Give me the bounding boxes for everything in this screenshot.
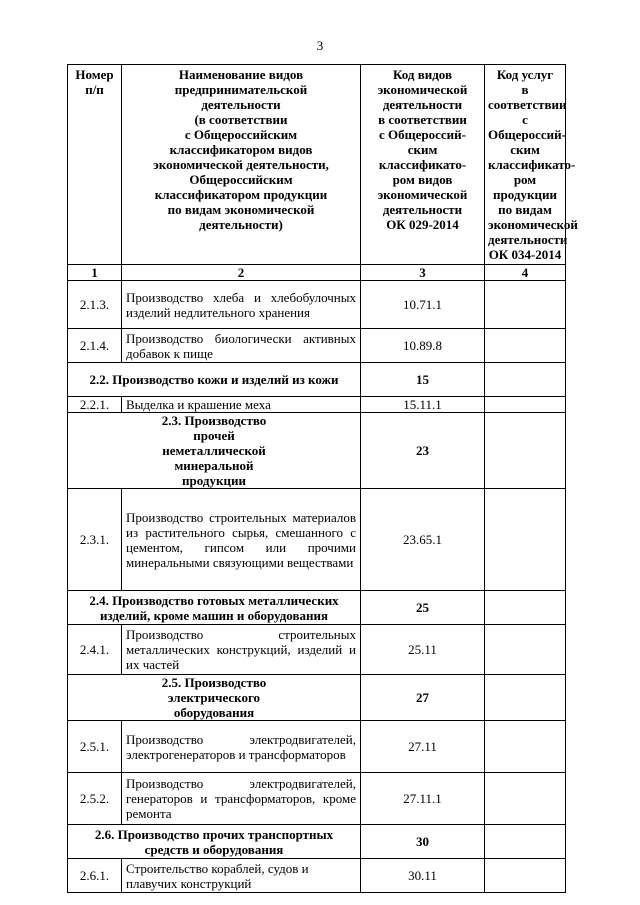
row-name: Производство электродвигателей, генераторов и трансформаторов, кроме ремонта — [122, 773, 361, 825]
row-num: 2.3.1. — [68, 489, 122, 591]
header-row — [68, 65, 566, 265]
row-code: 10.71.1 — [361, 281, 485, 329]
header-num: Номер п/п — [68, 65, 122, 265]
section-code: 25 — [361, 591, 485, 625]
row-code: 27.11.1 — [361, 773, 485, 825]
section-okpd — [485, 825, 566, 859]
row-okpd — [485, 625, 566, 675]
row-okpd — [485, 489, 566, 591]
section-title: 2.6. Производство прочих транспортных средств и оборудования — [68, 825, 361, 859]
header-name: Наименование видов предпринимательской деятельности (в соответствии с Общероссийским классификатором видов экономической деятельности, Общероссийским классификатором продукции по видам экономической деятельности) — [122, 65, 361, 265]
section-row — [68, 591, 566, 625]
section-row — [68, 825, 566, 859]
section-code: 23 — [361, 413, 485, 489]
section-title: 2.5. Производство электрического оборудования — [68, 675, 361, 721]
activity-codes-table — [67, 64, 578, 893]
section-row — [68, 413, 566, 489]
section-code: 30 — [361, 825, 485, 859]
table-row — [68, 773, 566, 825]
section-code: 27 — [361, 675, 485, 721]
row-name: Производство электродвигателей, электрогенераторов и трансформаторов — [122, 721, 361, 773]
row-code: 27.11 — [361, 721, 485, 773]
row-name: Производство биологически активных добавок к пище — [122, 329, 361, 363]
header-okved: Код видов экономической деятельности в соответствии с Общероссий- ским классификато- ром видов экономической деятельности ОК 029-2014 — [361, 65, 485, 265]
section-row — [68, 675, 566, 721]
table-row — [68, 489, 566, 591]
section-code: 15 — [361, 363, 485, 397]
section-title: 2.4. Производство готовых металлических изделий, кроме машин и оборудования — [68, 591, 361, 625]
page-number: 3 — [316, 38, 324, 53]
row-okpd — [485, 721, 566, 773]
row-okpd — [485, 773, 566, 825]
column-number: 3 — [361, 265, 485, 281]
row-code: 15.11.1 — [361, 397, 485, 413]
row-code: 25.11 — [361, 625, 485, 675]
table-row — [68, 859, 566, 893]
row-num: 2.4.1. — [68, 625, 122, 675]
column-number-row — [68, 265, 566, 281]
row-okpd — [485, 397, 566, 413]
section-okpd — [485, 675, 566, 721]
row-okpd — [485, 859, 566, 893]
section-okpd — [485, 413, 566, 489]
table-row — [68, 721, 566, 773]
column-number: 1 — [68, 265, 122, 281]
section-okpd — [485, 363, 566, 397]
row-code: 10.89.8 — [361, 329, 485, 363]
row-name: Строительство кораблей, судов и плавучих конструкций — [122, 859, 361, 893]
table-row — [68, 329, 566, 363]
row-name: Производство строительных материалов из растительного сырья, смешанного с цементом, гипсом или прочими минеральными связующими веществами — [122, 489, 361, 591]
row-num: 2.6.1. — [68, 859, 122, 893]
row-okpd — [485, 329, 566, 363]
row-num: 2.1.4. — [68, 329, 122, 363]
row-name: Производство хлеба и хлебобулочных изделий недлительного хранения — [122, 281, 361, 329]
row-name: Выделка и крашение меха — [122, 397, 361, 413]
section-okpd — [485, 591, 566, 625]
row-okpd — [485, 281, 566, 329]
table-row — [68, 397, 566, 413]
column-number: 4 — [485, 265, 566, 281]
row-code: 30.11 — [361, 859, 485, 893]
section-title: 2.2. Производство кожи и изделий из кожи — [68, 363, 361, 397]
row-num: 2.1.3. — [68, 281, 122, 329]
row-code: 23.65.1 — [361, 489, 485, 591]
table-row — [68, 625, 566, 675]
row-num: 2.5.1. — [68, 721, 122, 773]
row-name: Производство строительных металлических конструкций, изделий и их частей — [122, 625, 361, 675]
column-number: 2 — [122, 265, 361, 281]
table-row — [68, 281, 566, 329]
row-num: 2.5.2. — [68, 773, 122, 825]
section-row — [68, 363, 566, 397]
section-title: 2.3. Производство прочей неметаллической минеральной продукции — [68, 413, 361, 489]
header-okpd: Код услуг в соответствии с Общероссий- ским классификато- ром продукции по видам экономической деятельности ОК 034-2014 — [485, 65, 566, 265]
row-num: 2.2.1. — [68, 397, 122, 413]
